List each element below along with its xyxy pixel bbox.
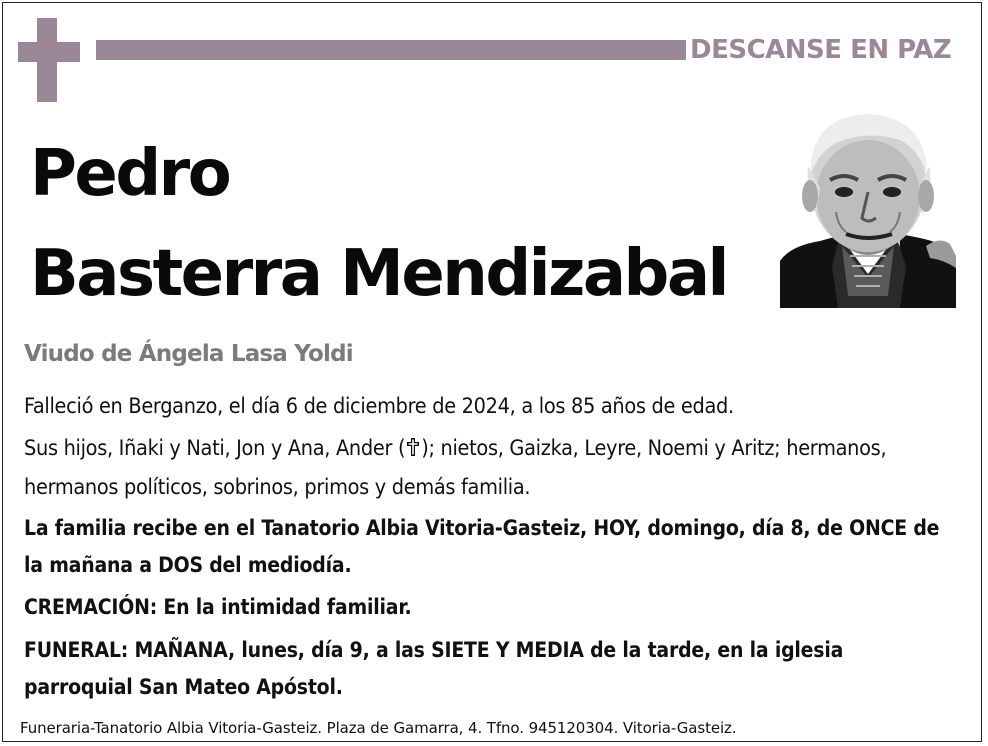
death-notice-text: Falleció en Berganzo, el día 6 de diciembre de 2024, a los 85 años de edad. <box>24 394 734 419</box>
wake-text: La familia recibe en el Tanatorio Albia Vitoria-Gasteiz, HOY, domingo, día 8, de ONCE de la mañana a DOS del mediodía. <box>24 516 940 577</box>
header-divider-bar <box>96 40 686 60</box>
deceased-first-name: Pedro <box>30 137 230 211</box>
family-text-part1: Sus hijos, Iñaki y Nati, Jon y Ana, Ander ( <box>24 436 406 461</box>
cross-icon <box>18 18 80 102</box>
family-text <box>24 430 954 506</box>
cross-horizontal-bar <box>18 42 80 62</box>
deceased-last-names: Basterra Mendizabal <box>30 237 727 311</box>
family-text-part2: ); nietos, Gaizka, Leyre, Noemi y Aritz; hermanos, hermanos políticos, sobrinos, primos y demás familia. <box>24 436 887 500</box>
small-cross-icon <box>405 432 421 469</box>
funeral-text: FUNERAL: MAÑANA, lunes, día 9, a las SIETE Y MEDIA de la tarde, en la iglesia parroquial San Mateo Apóstol. <box>24 638 844 699</box>
cremation-text: CREMACIÓN: En la intimidad familiar. <box>24 595 412 619</box>
header-title: DESCANSE EN PAZ <box>690 35 952 65</box>
funeral-home-footer: Funeraria-Tanatorio Albia Vitoria-Gasteiz. Plaza de Gamarra, 4. Tfno. 945120304. Vitoria-Gasteiz. <box>20 719 737 737</box>
widower-subtitle: Viudo de Ángela Lasa Yoldi <box>24 341 353 367</box>
portrait-photo <box>780 96 956 308</box>
